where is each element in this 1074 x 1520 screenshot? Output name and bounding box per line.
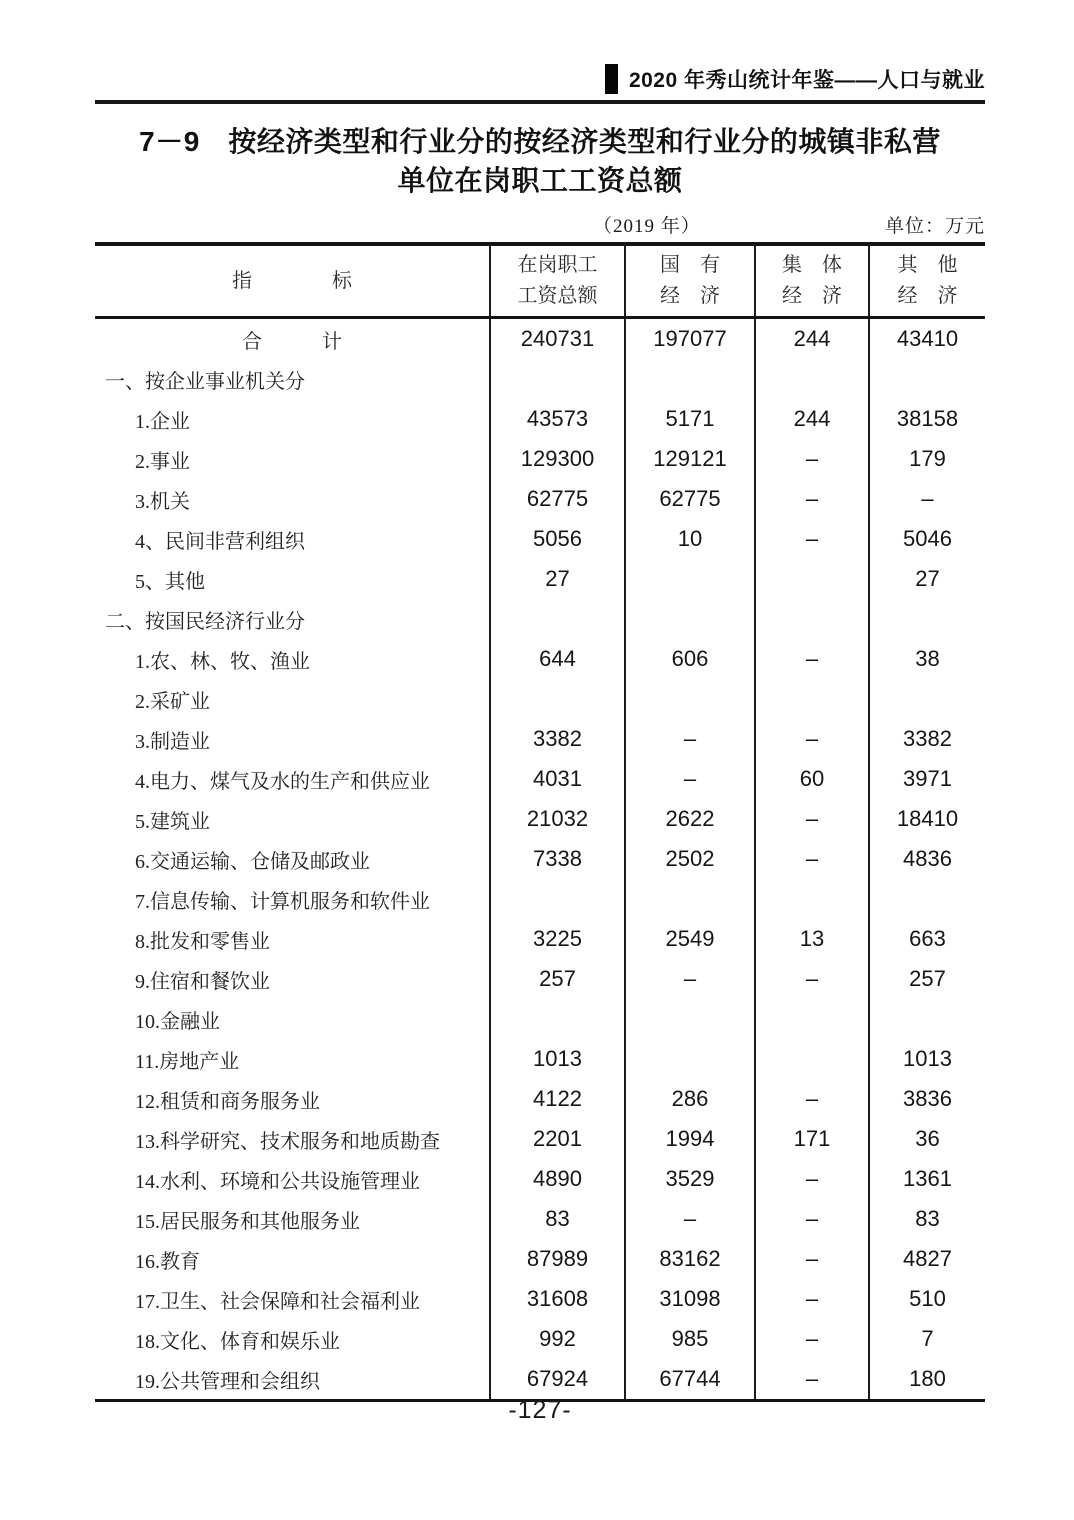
value-cell	[869, 999, 985, 1039]
value-cell: 129300	[490, 439, 625, 479]
value-cell: 87989	[490, 1239, 625, 1279]
value-cell: 62775	[490, 479, 625, 519]
value-cell: 644	[490, 639, 625, 679]
value-cell	[625, 1039, 755, 1079]
value-cell: 257	[490, 959, 625, 999]
value-cell: 244	[755, 318, 869, 360]
yearbook-header-text: 2020 年秀山统计年鉴——人口与就业	[628, 69, 985, 92]
value-cell: 27	[869, 559, 985, 599]
value-cell	[490, 879, 625, 919]
value-cell: 4031	[490, 759, 625, 799]
header-rule	[95, 100, 985, 104]
value-cell: 2622	[625, 799, 755, 839]
value-cell: 257	[869, 959, 985, 999]
value-cell: 43573	[490, 399, 625, 439]
value-cell: 606	[625, 639, 755, 679]
table-row	[95, 399, 985, 439]
value-cell: 31608	[490, 1279, 625, 1319]
indicator-cell: 3.制造业	[135, 730, 210, 753]
value-cell: –	[755, 639, 869, 679]
header-col-total-wages	[490, 244, 625, 318]
indicator-cell: 2.事业	[135, 450, 190, 473]
table-row	[95, 639, 985, 679]
table-row	[95, 679, 985, 719]
table-row	[95, 1199, 985, 1239]
value-cell: 286	[625, 1079, 755, 1119]
value-cell: –	[755, 1239, 869, 1279]
table-row	[95, 919, 985, 959]
indicator-cell: 3.机关	[135, 490, 190, 513]
header-col-line: 经 济	[660, 285, 720, 307]
value-cell: –	[625, 759, 755, 799]
value-cell	[490, 999, 625, 1039]
value-cell: 83	[869, 1199, 985, 1239]
table-title-line1: 7－9 按经济类型和行业分的按经济类型和行业分的城镇非私营	[139, 126, 941, 157]
header-indicator: 指 标	[95, 244, 490, 318]
value-cell: 36	[869, 1119, 985, 1159]
value-cell: 3382	[869, 719, 985, 759]
indicator-cell: 19.公共管理和会组织	[135, 1370, 320, 1393]
value-cell: 21032	[490, 799, 625, 839]
indicator-cell: 10.金融业	[135, 1010, 220, 1033]
indicator-cell: 16.教育	[135, 1250, 200, 1273]
value-cell: 1361	[869, 1159, 985, 1199]
value-cell: –	[625, 1199, 755, 1239]
value-cell	[625, 599, 755, 639]
value-cell: 2549	[625, 919, 755, 959]
value-cell: –	[755, 1359, 869, 1401]
value-cell: 171	[755, 1119, 869, 1159]
indicator-cell: 4、民间非营利组织	[135, 530, 305, 553]
table-row	[95, 799, 985, 839]
value-cell: 2201	[490, 1119, 625, 1159]
header-col-line: 经 济	[782, 285, 842, 307]
value-cell: 244	[755, 399, 869, 439]
value-cell: 4890	[490, 1159, 625, 1199]
indicator-cell: 4.电力、煤气及水的生产和供应业	[135, 770, 430, 793]
indicator-cell: 7.信息传输、计算机服务和软件业	[135, 890, 430, 913]
value-cell: 510	[869, 1279, 985, 1319]
value-cell: 10	[625, 519, 755, 559]
indicator-cell: 11.房地产业	[135, 1050, 240, 1073]
indicator-cell: 12.租赁和商务服务业	[135, 1090, 320, 1113]
value-cell	[755, 1039, 869, 1079]
value-cell: –	[755, 799, 869, 839]
value-cell: 179	[869, 439, 985, 479]
value-cell: –	[755, 1159, 869, 1199]
header-col-collective-economy	[755, 244, 869, 318]
table-row	[95, 719, 985, 759]
value-cell: 31098	[625, 1279, 755, 1319]
value-cell: 27	[490, 559, 625, 599]
value-cell	[625, 999, 755, 1039]
value-cell: 38	[869, 639, 985, 679]
indicator-cell: 5、其他	[135, 570, 205, 593]
value-cell	[755, 679, 869, 719]
value-cell: 62775	[625, 479, 755, 519]
value-cell: 38158	[869, 399, 985, 439]
table-row	[95, 1319, 985, 1359]
value-cell: 180	[869, 1359, 985, 1401]
value-cell: 992	[490, 1319, 625, 1359]
table-header-row	[95, 244, 985, 318]
value-cell	[869, 679, 985, 719]
header-col-line: 工资总额	[517, 285, 598, 307]
value-cell: 1013	[490, 1039, 625, 1079]
value-cell: 5056	[490, 519, 625, 559]
indicator-cell: 14.水利、环境和公共设施管理业	[135, 1170, 420, 1193]
indicator-cell: 18.文化、体育和娱乐业	[135, 1330, 340, 1353]
value-cell	[869, 879, 985, 919]
value-cell: 4827	[869, 1239, 985, 1279]
value-cell	[869, 599, 985, 639]
value-cell: 7338	[490, 839, 625, 879]
table-row	[95, 479, 985, 519]
value-cell: –	[755, 839, 869, 879]
table-row	[95, 839, 985, 879]
header-col-line: 在岗职工	[517, 254, 598, 276]
table-row	[95, 1359, 985, 1401]
value-cell: 13	[755, 919, 869, 959]
indicator-cell: 15.居民服务和其他服务业	[135, 1210, 360, 1233]
header-col-line: 其 他	[897, 254, 958, 276]
value-cell: 5171	[625, 399, 755, 439]
value-cell	[755, 599, 869, 639]
table-row	[95, 359, 985, 399]
indicator-cell: 2.采矿业	[135, 690, 210, 713]
value-cell: 663	[869, 919, 985, 959]
value-cell: –	[755, 959, 869, 999]
unit-note: 单位：万元	[884, 216, 985, 237]
year-note: （2019 年）	[593, 216, 701, 237]
value-cell: 18410	[869, 799, 985, 839]
value-cell: 985	[625, 1319, 755, 1359]
indicator-cell: 5.建筑业	[135, 810, 210, 833]
indicator-cell: 9.住宿和餐饮业	[135, 970, 270, 993]
table-row	[95, 1159, 985, 1199]
value-cell	[625, 359, 755, 399]
value-cell	[490, 359, 625, 399]
indicator-cell: 一、按企业事业机关分	[105, 370, 305, 393]
value-cell: –	[755, 519, 869, 559]
value-cell: 3382	[490, 719, 625, 759]
value-cell: 1994	[625, 1119, 755, 1159]
indicator-cell: 二、按国民经济行业分	[105, 610, 305, 633]
table-row	[95, 599, 985, 639]
value-cell	[490, 679, 625, 719]
value-cell: 4836	[869, 839, 985, 879]
value-cell: 3225	[490, 919, 625, 959]
table-row	[95, 759, 985, 799]
value-cell: 2502	[625, 839, 755, 879]
value-cell: 3971	[869, 759, 985, 799]
indicator-cell: 17.卫生、社会保障和社会福利业	[135, 1290, 420, 1313]
value-cell	[755, 359, 869, 399]
table-row	[95, 1119, 985, 1159]
value-cell: –	[755, 479, 869, 519]
value-cell: 83	[490, 1199, 625, 1239]
value-cell: 1013	[869, 1039, 985, 1079]
header-col-line: 国 有	[660, 254, 720, 276]
value-cell: –	[755, 719, 869, 759]
table-title	[92, 122, 988, 200]
value-cell: 67924	[490, 1359, 625, 1401]
value-cell: 83162	[625, 1239, 755, 1279]
value-cell: –	[755, 1279, 869, 1319]
indicator-cell: 1.企业	[135, 410, 190, 433]
table-row	[95, 559, 985, 599]
value-cell	[869, 359, 985, 399]
table-row	[95, 999, 985, 1039]
value-cell: 7	[869, 1319, 985, 1359]
value-cell	[625, 679, 755, 719]
page-number: -127-	[508, 1396, 572, 1424]
indicator-cell: 合 计	[242, 330, 342, 353]
value-cell: –	[755, 439, 869, 479]
value-cell: –	[755, 1079, 869, 1119]
indicator-cell: 1.农、林、牧、渔业	[135, 650, 310, 673]
value-cell: –	[755, 1319, 869, 1359]
header-col-other-economy	[869, 244, 985, 318]
indicator-cell: 8.批发和零售业	[135, 930, 270, 953]
value-cell	[625, 559, 755, 599]
value-cell	[625, 879, 755, 919]
header-col-line: 集 体	[782, 254, 842, 276]
value-cell: 3836	[869, 1079, 985, 1119]
header-col-state-economy	[625, 244, 755, 318]
table-row	[95, 1079, 985, 1119]
table-row	[95, 1039, 985, 1079]
value-cell: –	[755, 1199, 869, 1239]
value-cell: –	[625, 959, 755, 999]
value-cell: 5046	[869, 519, 985, 559]
value-cell: 60	[755, 759, 869, 799]
value-cell	[490, 599, 625, 639]
table-row	[95, 879, 985, 919]
value-cell: 43410	[869, 318, 985, 360]
table-row	[95, 1239, 985, 1279]
indicator-cell: 6.交通运输、仓储及邮政业	[135, 850, 370, 873]
value-cell: 197077	[625, 318, 755, 360]
value-cell: –	[625, 719, 755, 759]
table-row	[95, 519, 985, 559]
value-cell	[755, 879, 869, 919]
value-cell: –	[869, 479, 985, 519]
statistics-table	[95, 242, 985, 1402]
value-cell: 3529	[625, 1159, 755, 1199]
page-header	[605, 64, 985, 94]
table-row	[95, 318, 985, 360]
value-cell	[755, 559, 869, 599]
value-cell: 4122	[490, 1079, 625, 1119]
table-title-line2: 单位在岗职工工资总额	[397, 165, 683, 196]
value-cell: 129121	[625, 439, 755, 479]
section-marker-icon	[605, 64, 618, 94]
table-row	[95, 439, 985, 479]
header-col-line: 经 济	[897, 285, 958, 307]
table-row	[95, 959, 985, 999]
value-cell: 240731	[490, 318, 625, 360]
value-cell	[755, 999, 869, 1039]
value-cell: 67744	[625, 1359, 755, 1401]
indicator-cell: 13.科学研究、技术服务和地质勘查	[135, 1130, 440, 1153]
subtitle-row	[95, 211, 985, 239]
table-row	[95, 1279, 985, 1319]
